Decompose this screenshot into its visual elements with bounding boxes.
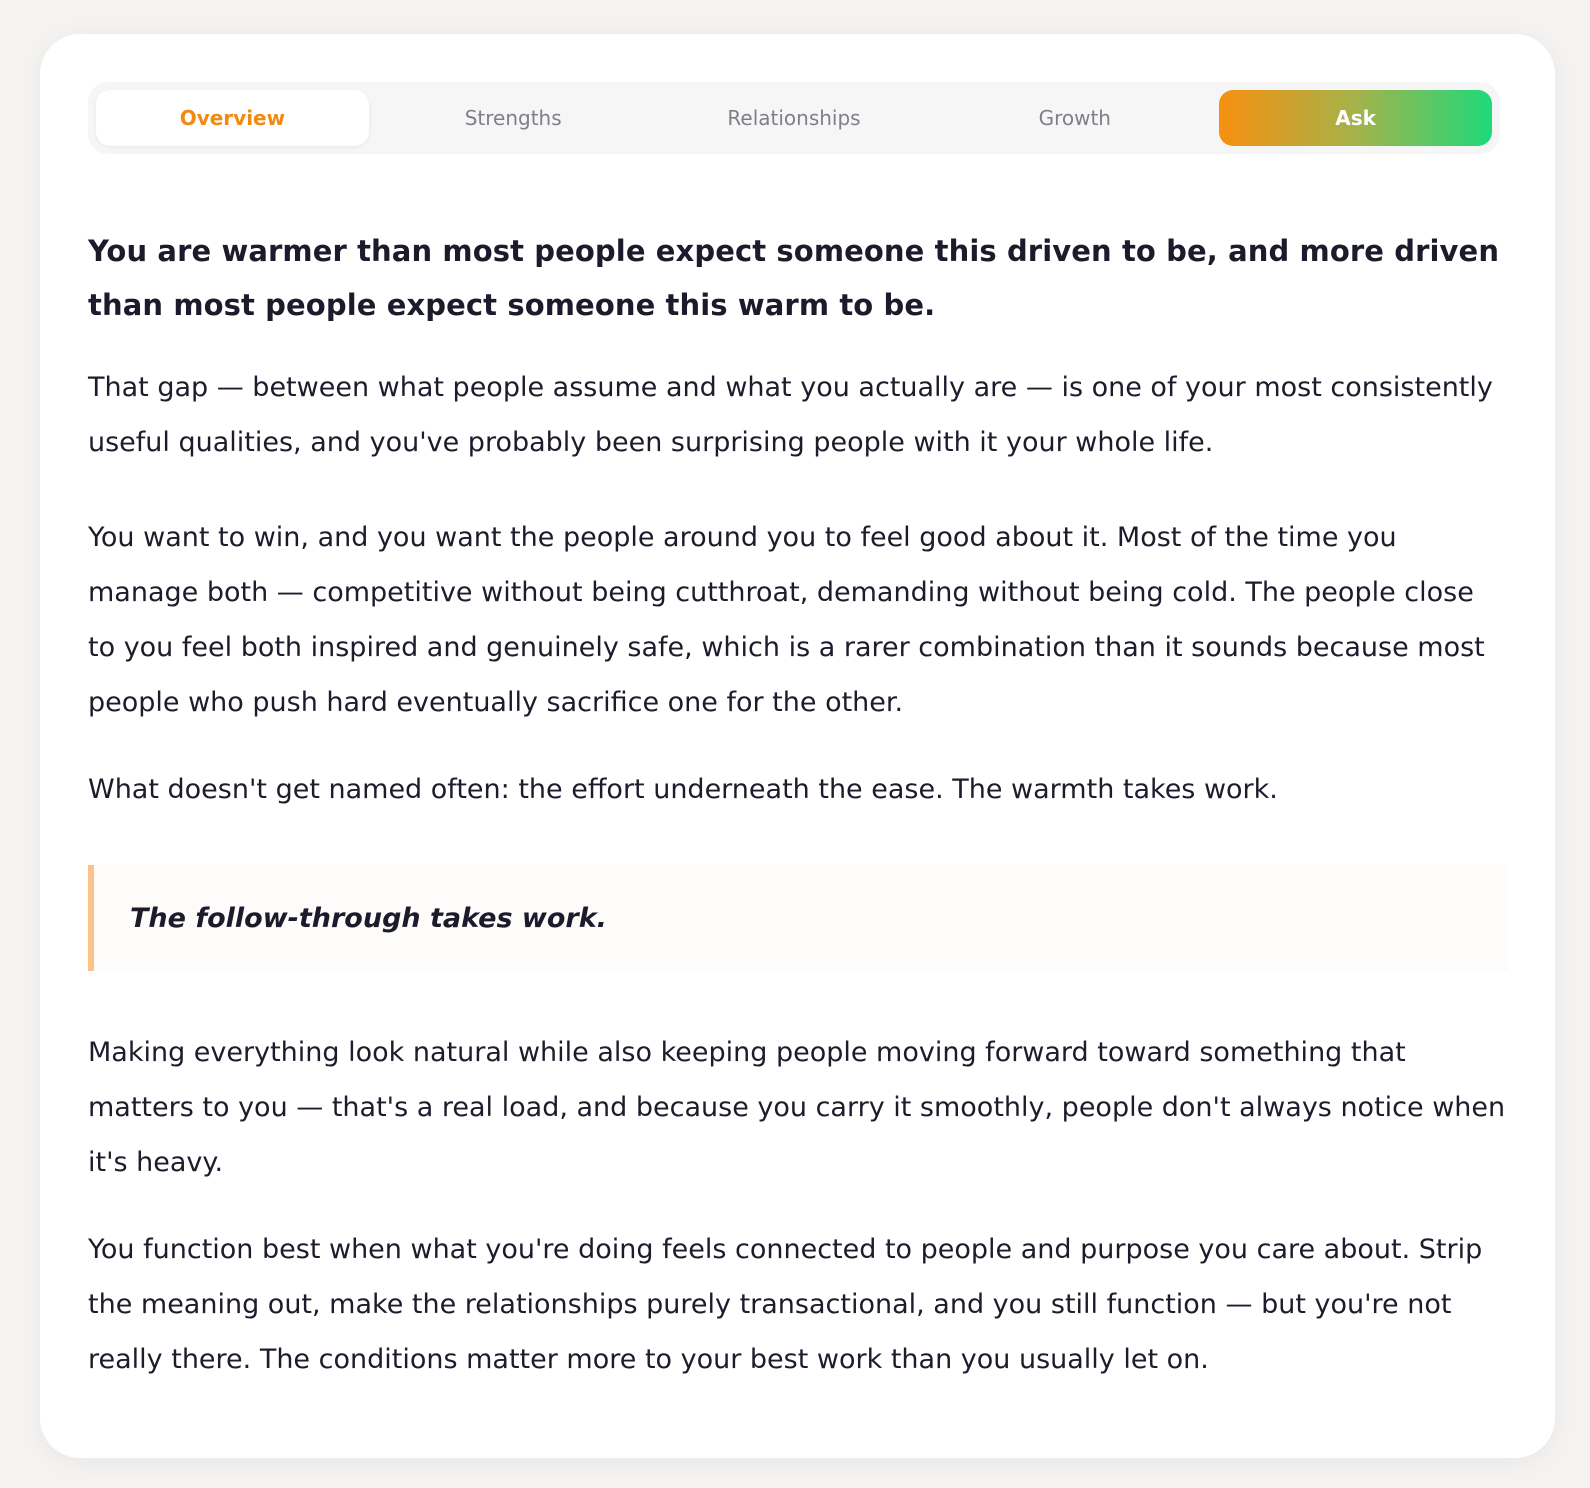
paragraph-effort: What doesn't get named often: the effort underneath the ease. The warmth takes work. <box>88 774 1278 805</box>
tab-bar <box>88 82 1500 154</box>
paragraph-win: You want to win, and you want the people around you to feel good about it. Most of the time you manage both — competitive without being cutthroat, demanding without being cold. The people close to you feel both inspired and genuinely safe, which is a rarer combination than it sounds because most people who push hard eventually sacrifice one for the other. <box>88 522 1485 718</box>
overview-content <box>88 224 1508 1387</box>
profile-card <box>40 34 1555 1458</box>
tab-overview[interactable]: Overview <box>96 90 369 146</box>
tab-strengths[interactable]: Strengths <box>464 106 562 130</box>
tab-relationships[interactable]: Relationships <box>727 106 861 130</box>
paragraph-gap: That gap — between what people assume and what you actually are — is one of your most consistently useful qualities, and you've probably been surprising people with it your whole life. <box>88 372 1493 458</box>
lead-statement: You are warmer than most people expect someone this driven to be, and more driven than most people expect someone this warm to be. <box>88 234 1500 322</box>
pull-quote-text: The follow-through takes work. <box>130 902 607 934</box>
paragraph-load: Making everything look natural while also keeping people moving forward toward something that matters to you — that's a real load, and because you carry it smoothly, people don't always notice when it's heavy. <box>88 1037 1506 1178</box>
tab-ask-button[interactable]: Ask <box>1219 90 1492 146</box>
paragraph-function: You function best when what you're doing feels connected to people and purpose you care about. Strip the meaning out, make the relationships purely transactional, and you still function — but you're not really there. The conditions matter more to your best work than you usually let on. <box>88 1234 1483 1375</box>
pull-quote <box>88 865 1508 971</box>
tab-growth[interactable]: Growth <box>1038 106 1111 130</box>
